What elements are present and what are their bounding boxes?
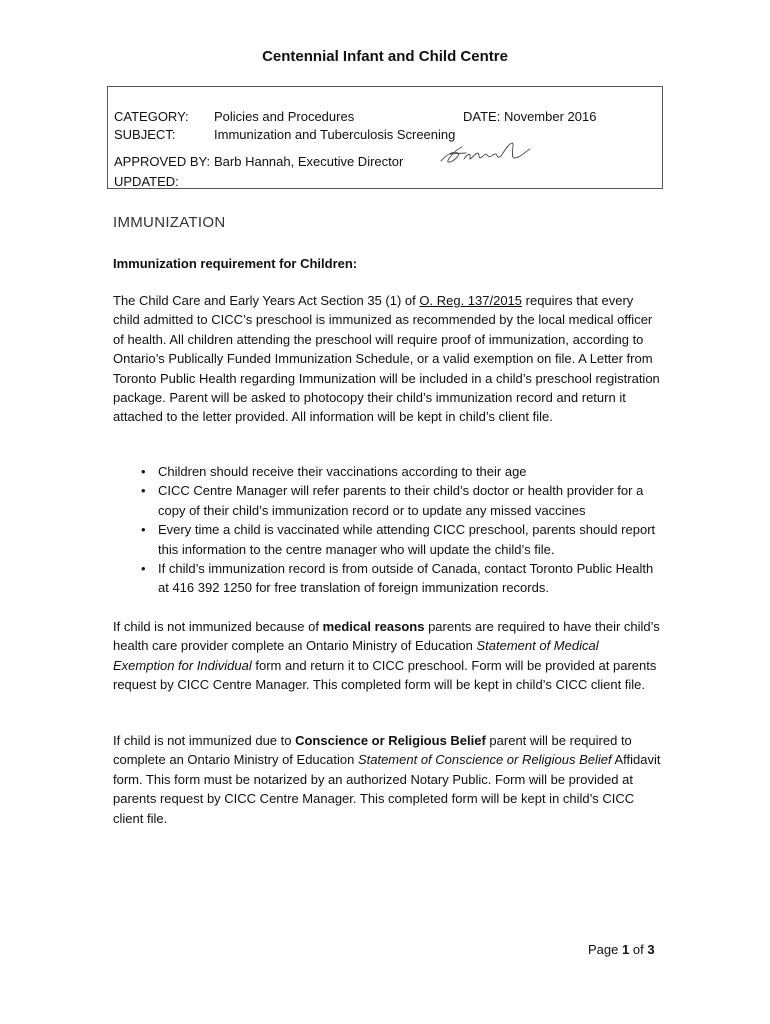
regulation-link[interactable]: O. Reg. 137/2015: [419, 293, 523, 308]
medical-text-2: parents are required to have their child’s health care provider complete an Ontario Ministry of Education: [113, 619, 660, 654]
document-title: Centennial Infant and Child Centre: [262, 48, 508, 65]
intro-paragraph: [113, 291, 661, 427]
signature-image: [438, 139, 533, 171]
approved-row: [114, 154, 403, 169]
subject-value: Immunization and Tuberculosis Screening: [214, 127, 456, 142]
category-row: [114, 109, 354, 124]
subject-row: [114, 127, 455, 142]
religious-text-1: If child is not immunized due to: [113, 733, 296, 748]
medical-exemption-paragraph: [113, 617, 661, 695]
of-word: of: [632, 942, 644, 957]
list-item-text: Every time a child is vaccinated while attending CICC preschool, parents should report this information to the centre manager who will update the child’s file.: [158, 522, 656, 557]
section-subheading: Immunization requirement for Children:: [113, 256, 358, 271]
religious-text-2: parent will be required to complete an Ontario Ministry of Education: [113, 733, 632, 768]
current-page: 1: [622, 942, 630, 957]
total-pages: 3: [647, 942, 655, 957]
list-item-text: If child’s immunization record is from outside of Canada, contact Toronto Public Health at 416 392 1250 for free translation of foreign immunization records.: [158, 561, 654, 596]
approved-value: Barb Hannah, Executive Director: [214, 154, 404, 169]
medical-text-1: If child is not immunized because of: [113, 619, 323, 634]
page-number: [588, 942, 655, 957]
medical-form-title: Statement of Medical Exemption for Individual: [113, 638, 599, 673]
policy-info-box: [107, 86, 663, 189]
religious-exemption-paragraph: [113, 731, 661, 828]
list-item: [141, 559, 661, 598]
intro-text-2: requires that every child admitted to CICC’s preschool is immunized as recommended by the local medical officer of health. All children attending the preschool will require proof of immunization, according to Ontario’s Publically Funded Immunization Schedule, or a valid exemption on file. A Letter from Toronto Public Health regarding Immunization will be included in a child’s preschool registration package. Parent will be asked to photocopy their child’s immunization record and return it attached to the letter provided. All information will be kept in child’s client file.: [113, 293, 660, 425]
category-label: CATEGORY:: [114, 109, 189, 124]
updated-label: UPDATED:: [114, 174, 179, 189]
intro-text-1: The Child Care and Early Years Act Section 35 (1) of: [113, 293, 420, 308]
section-heading: IMMUNIZATION: [113, 214, 226, 231]
date-value: November 2016: [503, 109, 597, 124]
requirements-list: [113, 462, 661, 598]
subject-label: SUBJECT:: [114, 127, 176, 142]
medical-reasons-bold: medical reasons: [322, 619, 425, 634]
list-item: [141, 481, 661, 520]
religious-belief-bold: Conscience or Religious Belief: [295, 733, 486, 748]
page-word: Page: [588, 942, 619, 957]
medical-text-3: form and return it to CICC preschool. Form will be provided at parents request by CICC Centre Manager. This completed form will be kept in child’s CICC client file.: [113, 657, 657, 693]
date-field: [463, 109, 596, 124]
bullet-icon: •: [141, 561, 146, 577]
bullet-icon: •: [141, 483, 146, 499]
updated-row: [114, 174, 214, 189]
religious-text-3: Affidavit form. This form must be notarized by an authorized Notary Public. Form will be provided at parents request by CICC Centre Manager. This completed form will be kept in child’s CICC client file.: [113, 752, 661, 826]
bullet-icon: •: [141, 522, 146, 538]
list-item: [141, 520, 661, 559]
list-item-text: Children should receive their vaccinations according to their age: [158, 464, 527, 479]
list-item-text: CICC Centre Manager will refer parents to their child’s doctor or health provider for a copy of their child’s immunization record or to update any missed vaccines: [158, 483, 644, 518]
list-item: [141, 462, 661, 481]
category-value: Policies and Procedures: [214, 109, 355, 124]
religious-form-title: Statement of Conscience or Religious Belief: [357, 752, 612, 768]
date-label: DATE:: [463, 109, 501, 124]
bullet-icon: •: [141, 464, 146, 479]
approved-label: APPROVED BY:: [114, 154, 211, 169]
